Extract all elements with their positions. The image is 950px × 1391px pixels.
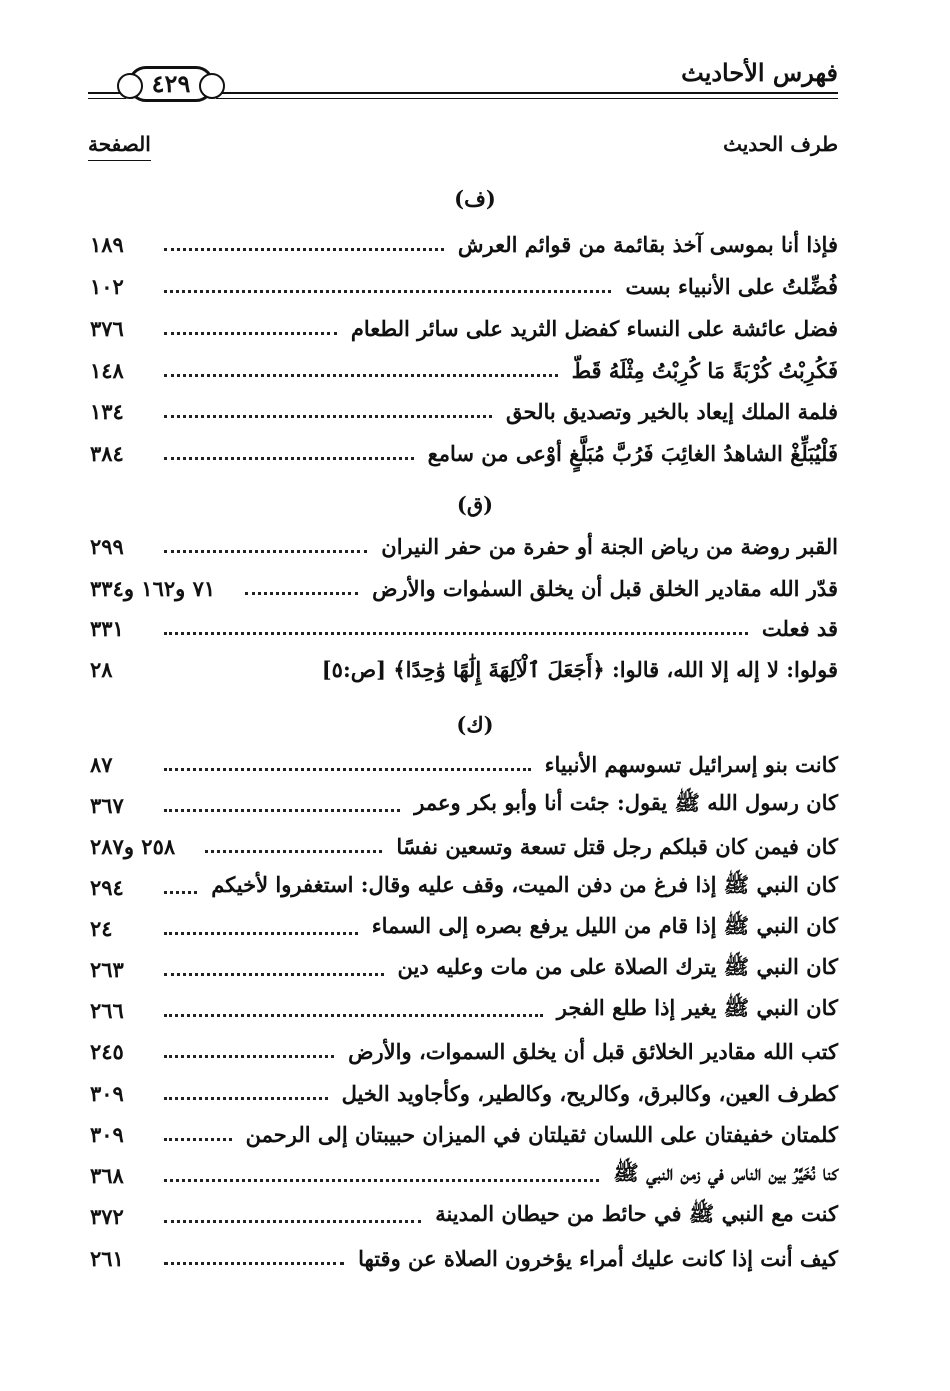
header-rule-right	[216, 92, 838, 94]
entry-text: كيف أنت إذا كانت عليك أمراء يؤخرون الصلاة عن وقتها	[358, 1245, 838, 1271]
entry-page: ٢٦٦	[90, 997, 124, 1023]
entry-page: ٢٥٨ و٢٨٧	[90, 833, 176, 859]
leader-dots	[164, 632, 748, 635]
index-entry	[90, 393, 838, 429]
entry-page: ٣٠٩	[90, 1121, 124, 1147]
entry-page: ١٤٨	[90, 357, 124, 383]
index-entry	[90, 910, 838, 946]
index-entry	[90, 992, 838, 1028]
index-entry	[90, 226, 838, 262]
leader-dots	[164, 932, 358, 935]
header-rule-left-thin	[88, 98, 126, 99]
entry-page: ٢٤٥	[90, 1038, 124, 1064]
entry-page: ٢٤	[90, 915, 113, 941]
entry-page: ٢٦٣	[90, 956, 124, 982]
index-entry	[90, 828, 838, 864]
entry-page: ٢٨	[90, 656, 113, 682]
leader-dots	[164, 1179, 599, 1182]
index-entry	[90, 310, 838, 346]
page-number: ٤٢٩	[151, 69, 191, 98]
entry-text: كتب الله مقادير الخلائق قبل أن يخلق السموات، والأرض	[348, 1038, 838, 1064]
index-entry	[90, 1075, 838, 1111]
entry-page: ٣٣١	[90, 615, 124, 641]
entry-text: كان رسول الله ﷺ يقول: جئت أنا وأبو بكر وعمر	[414, 789, 838, 815]
entry-text: كان النبي ﷺ يغير إذا طلع الفجر	[556, 994, 838, 1020]
entry-text: القبر روضة من رياض الجنة أو حفرة من حفر النيران	[381, 533, 838, 559]
index-entry	[90, 610, 838, 646]
leader-dots	[164, 973, 384, 976]
entry-text: فلمة الملك إيعاد بالخير وتصديق بالحق	[506, 398, 838, 424]
index-entry	[90, 1240, 838, 1276]
index-entry	[90, 869, 838, 905]
column-header-page: الصفحة	[88, 132, 151, 161]
entry-text: قد فعلت	[761, 615, 838, 641]
section-letter: (ك)	[456, 712, 494, 737]
entry-page: ٢٦١	[90, 1245, 124, 1271]
entry-page: ٢٩٤	[90, 874, 124, 900]
entry-page: ٣٠٩	[90, 1080, 124, 1106]
index-entry	[90, 435, 838, 471]
leader-dots	[164, 1055, 334, 1058]
leader-dots	[164, 550, 367, 553]
leader-dots	[164, 1220, 421, 1223]
entry-page: ١٣٤	[90, 398, 124, 424]
leader-dots	[164, 457, 414, 460]
entry-page: ٣٦٧	[90, 792, 124, 818]
leader-dots	[164, 415, 492, 418]
leader-dots	[164, 248, 444, 251]
leader-dots	[164, 1262, 344, 1265]
entry-page: ٣٧٢	[90, 1203, 124, 1229]
leader-dots	[164, 290, 611, 293]
entry-text: فَلْيُبَلِّغْ الشاهدُ الغائِبَ فَرُبَّ مُبَلَّغٍ أوْعى من سامع	[427, 440, 838, 466]
index-entry	[90, 1157, 838, 1193]
section-letter: (ق)	[456, 492, 494, 517]
entry-page: ٣٨٤	[90, 440, 124, 466]
index-entry	[90, 651, 838, 687]
leader-dots	[164, 809, 400, 812]
index-entry	[90, 1198, 838, 1234]
running-header-title: فهرس الأحاديث	[681, 58, 838, 87]
entry-page: ٢٩٩	[90, 533, 124, 559]
leader-dots	[205, 850, 382, 853]
header-rule-right-thin	[216, 98, 838, 99]
leader-dots	[164, 1014, 543, 1017]
entry-text: كان فيمن كان قبلكم رجل قتل تسعة وتسعين نفسًا	[396, 833, 838, 859]
column-header-hadith: طرف الحديث	[723, 132, 838, 156]
entry-text: كانت بنو إسرائيل تسوسهم الأنبياء	[544, 751, 838, 777]
entry-text: كنا نُخَيَّرُ بين الناس في زمن النبي ﷺ	[613, 1159, 838, 1185]
index-entry	[90, 352, 838, 388]
entry-text: فضل عائشة على النساء كفضل الثريد على سائر الطعام	[350, 315, 838, 341]
index-entry	[90, 951, 838, 987]
entry-text: كان النبي ﷺ إذا فرغ من دفن الميت، وقف عليه وقال: استغفروا لأخيكم	[211, 871, 838, 897]
leader-dots	[164, 1097, 328, 1100]
leader-dots	[164, 1138, 232, 1141]
entry-page: ٨٧	[90, 751, 113, 777]
index-entry	[90, 1116, 838, 1152]
section-letter: (ف)	[454, 186, 496, 211]
entry-page: ٣٦٨	[90, 1162, 124, 1188]
index-entry	[90, 570, 838, 606]
entry-text: قولوا: لا إله إلا الله، قالوا: ﴿أَجَعَلَ ٱلْآلِهَةَ إِلَٰهًا وَٰحِدًا﴾ [ص:٥]	[321, 656, 838, 682]
entry-text: كطرف العين، وكالبرق، وكالريح، وكالطير، وكأجاويد الخيل	[341, 1080, 838, 1106]
leader-dots	[164, 374, 558, 377]
leader-dots	[164, 768, 531, 771]
entry-text: كلمتان خفيفتان على اللسان ثقيلتان في الميزان حبيبتان إلى الرحمن	[245, 1121, 838, 1147]
index-entry	[90, 528, 838, 564]
entry-text: فَكُرِبْتُ كُرْبَةً مَا كُرِبْتُ مِثْلَهُ قَطّ	[571, 357, 838, 383]
entry-page: ٣٧٦	[90, 315, 124, 341]
entry-text: فُضِّلتُ على الأنبياء بست	[625, 273, 838, 299]
entry-text: قدّر الله مقادير الخلق قبل أن يخلق السمٰوات والأرض	[372, 575, 838, 601]
leader-dots	[164, 332, 337, 335]
entry-text: كان النبي ﷺ يترك الصلاة على من مات وعليه دين	[397, 953, 838, 979]
index-entry	[90, 746, 838, 782]
entry-text: فإذا أنا بموسى آخذ بقائمة من قوائم العرش	[457, 231, 838, 257]
leader-dots	[245, 592, 358, 595]
entry-page: ١٠٢	[90, 273, 124, 299]
leader-dots	[164, 891, 197, 894]
index-entry	[90, 1033, 838, 1069]
entry-page: ١٨٩	[90, 231, 124, 257]
page-number-badge	[128, 66, 214, 102]
index-entry	[90, 787, 838, 823]
entry-text: كان النبي ﷺ إذا قام من الليل يرفع بصره إلى السماء	[371, 912, 838, 938]
entry-text: كنت مع النبي ﷺ في حائط من حيطان المدينة	[435, 1200, 838, 1226]
entry-page: ٧١ و١٦٢ و٣٣٤	[90, 575, 216, 601]
index-entry	[90, 268, 838, 304]
